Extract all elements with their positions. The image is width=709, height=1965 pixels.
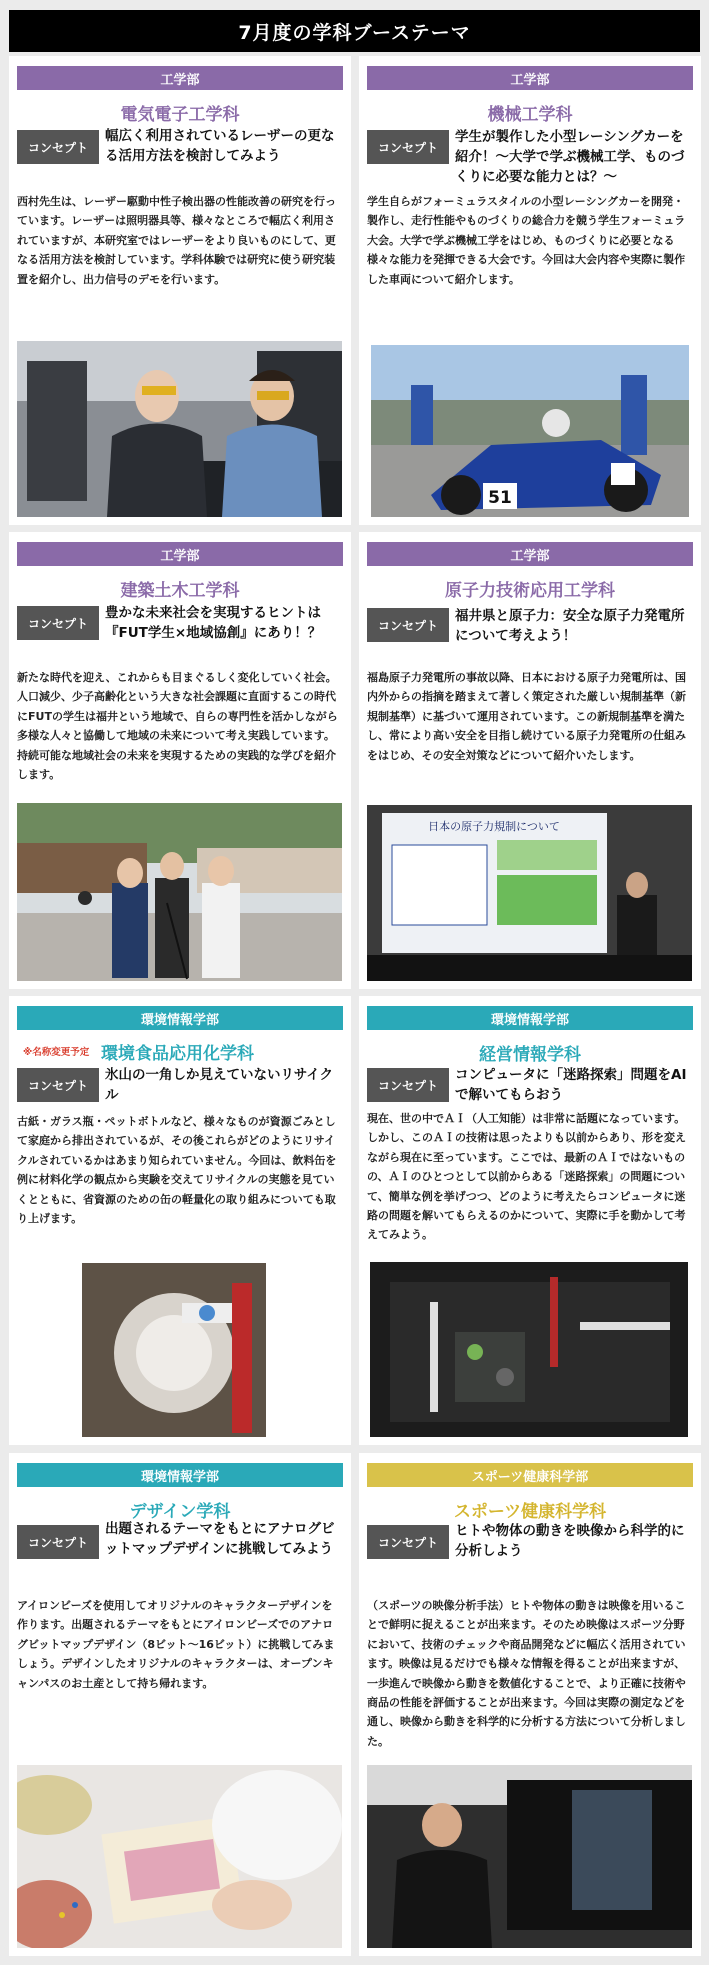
- concept-label: コンセプト: [367, 130, 449, 164]
- video-analysis-photo: [367, 1765, 692, 1948]
- faculty-label: スポーツ健康科学部: [367, 1463, 693, 1487]
- concept-theme: 豊かな未来社会を実現するヒントは『FUT学生×地域協創』にあり！？: [105, 605, 322, 641]
- iron-beads-photo: [17, 1765, 342, 1948]
- dept-name: スポーツ健康科学科: [453, 1502, 607, 1522]
- car-number-text: 51: [488, 488, 512, 508]
- concept-theme: 幅広く利用されているレーザーの更なる活用方法を検討してみよう: [105, 128, 335, 164]
- dept-name: 建築土木工学科: [120, 581, 240, 601]
- dept-card-electrical: [9, 56, 351, 525]
- street-survey-photo: [17, 803, 342, 981]
- concept-theme: 学生が製作した小型レーシングカーを紹介！〜大学で学ぶ機械工学、ものづくりに必要な能力とは？〜: [455, 129, 685, 185]
- rename-note: ※名称変更予定: [23, 1047, 90, 1058]
- page-title: 7月度の学科ブーステーマ: [9, 10, 700, 52]
- concept-label: コンセプト: [17, 1068, 99, 1102]
- faculty-label: 工学部: [17, 542, 343, 566]
- dept-card-sports-health: [359, 1453, 701, 1956]
- dept-card-architecture: [9, 532, 351, 989]
- concept-theme: 出題されるテーマをもとにアナログビットマップデザインに挑戦してみよう: [105, 1521, 335, 1557]
- dept-description: （スポーツの映像分析手法）ヒトや物体の動きは映像を用いることで鮮明に捉えることが出来ます。そのため映像はスポーツ分野において、技術のチェックや商品開発などに幅広く活用されています。映像は見るだけでも様々な情報を得ることが出来ますが、一歩進んで映像から動きを数値化することで、より正確に技術や商品の性能を評価することが出来ます。今回は実際の測定などを通し、映像から動きを科学的に分析する方法について分析しました。: [367, 1599, 686, 1748]
- concept-theme: ヒトや物体の動きを映像から科学的に分析しよう: [455, 1523, 685, 1559]
- dept-description: アイロンビーズを使用してオリジナルのキャラクターデザインを作ります。出題されるテーマをもとにアイロンビーズでのアナログビットマップデザイン（8ビット〜16ビット）に挑戦してみましょう。デザインしたオリジナルのキャラクターは、オープンキャンパスのお土産として持ち帰れます。: [17, 1599, 335, 1690]
- faculty-label: 環境情報学部: [367, 1006, 693, 1030]
- dept-name: 環境食品応用化学科: [101, 1044, 254, 1064]
- slide-title-text: 日本の原子力規制について: [428, 820, 560, 833]
- dept-card-food-chemistry: [9, 996, 351, 1445]
- faculty-label: 環境情報学部: [17, 1463, 343, 1487]
- dept-card-nuclear: [359, 532, 701, 989]
- dept-description: 学生自らがフォーミュラスタイルの小型レーシングカーを開発・製作し、走行性能やものづくりの総合力を競う学生フォーミュラ大会。大学で学ぶ機械工学をはじめ、ものづくりに必要となる様々な能力を発揮できる大会です。今回は大会内容や実際に製作した車両について紹介します。: [367, 195, 686, 286]
- dept-name: 経営情報学科: [479, 1045, 581, 1065]
- concept-theme: コンピュータに「迷路探索」問題をAIで解いてもらおう: [455, 1067, 687, 1103]
- dept-name: 原子力技術応用工学科: [445, 581, 615, 601]
- faculty-label: 工学部: [367, 66, 693, 90]
- dept-description: 新たな時代を迎え、これからも目まぐるしく変化していく社会。人口減少、少子高齢化という大きな社会課題に直面するこの時代にFUTの学生は福井という地域で、自らの専門性を活かしながら多様な人々と協働して地域の未来について考え実践しています。持続可能な地域社会の未来を実現するための実践的な学びを紹介します。: [17, 671, 338, 782]
- dept-description: 福島原子力発電所の事故以降、日本における原子力発電所は、国内外からの指摘を踏まえて著しく策定された厳しい規制基準（新規制基準）に基づいて運用されています。この新規制基準を満たし、常により高い安全を目指し続けている原子力発電所の仕組みをはじめ、その安全対策などについて紹介いたします。: [367, 671, 686, 762]
- dept-card-design: [9, 1453, 351, 1956]
- concept-label: コンセプト: [367, 608, 449, 642]
- concept-label: コンセプト: [17, 1525, 99, 1559]
- racing-car-photo: [371, 345, 689, 517]
- concept-label: コンセプト: [17, 130, 99, 164]
- faculty-label: 環境情報学部: [17, 1006, 343, 1030]
- laser-lab-photo: [17, 341, 342, 517]
- dept-description: 西村先生は、レーザー駆動中性子検出器の性能改善の研究を行っています。レーザーは照明器具等、様々なところで幅広く利用されていますが、本研究室ではレーザーをより良いものにして、更なる活用方法を検討しています。学科体験では研究に使う研究装置を紹介し、出力信号のデモを行います。: [17, 195, 336, 286]
- concept-label: コンセプト: [367, 1068, 449, 1102]
- lecture-photo: [367, 805, 692, 981]
- dept-card-management-info: [359, 996, 701, 1445]
- faculty-label: 工学部: [17, 66, 343, 90]
- chemistry-photo: [82, 1263, 266, 1437]
- dept-name: 機械工学科: [487, 105, 573, 125]
- faculty-label: 工学部: [367, 542, 693, 566]
- dept-description: 古紙・ガラス瓶・ペットボトルなど、様々なものが資源ごみとして家庭から排出されているが、その後これらがどのようにリサイクルされているかはあまり知られていません。今回は、飲料缶を例に材料化学の観点から実験を交えてリサイクルの実態を見ていくとともに、省資源のための缶の軽量化の取り組みについても取り上げます。: [17, 1115, 337, 1226]
- dept-name: 電気電子工学科: [120, 105, 240, 125]
- concept-theme: 氷山の一角しか見えていないリサイクル: [105, 1067, 334, 1103]
- maze-robot-photo: [370, 1262, 688, 1437]
- dept-card-mechanical: [359, 56, 701, 525]
- dept-name: デザイン学科: [129, 1502, 231, 1522]
- dept-description: 現在、世の中でＡＩ（人工知能）は非常に話題になっています。しかし、このＡＩの技術は思ったよりも以前からあり、形を変えながら現在に至っています。ここでは、最新のＡＩではないものの、ＡＩのひとつとして以前からある「迷路探索」の問題について、簡単な例を挙げつつ、どのように考えたらコンピュータに迷路の問題を解いてもらえるのかについて、実際に手を動かして考えてみよう。: [367, 1112, 686, 1242]
- concept-label: コンセプト: [367, 1525, 449, 1559]
- concept-label: コンセプト: [17, 606, 99, 640]
- concept-theme: 福井県と原子力：安全な原子力発電所について考えよう！: [455, 608, 685, 644]
